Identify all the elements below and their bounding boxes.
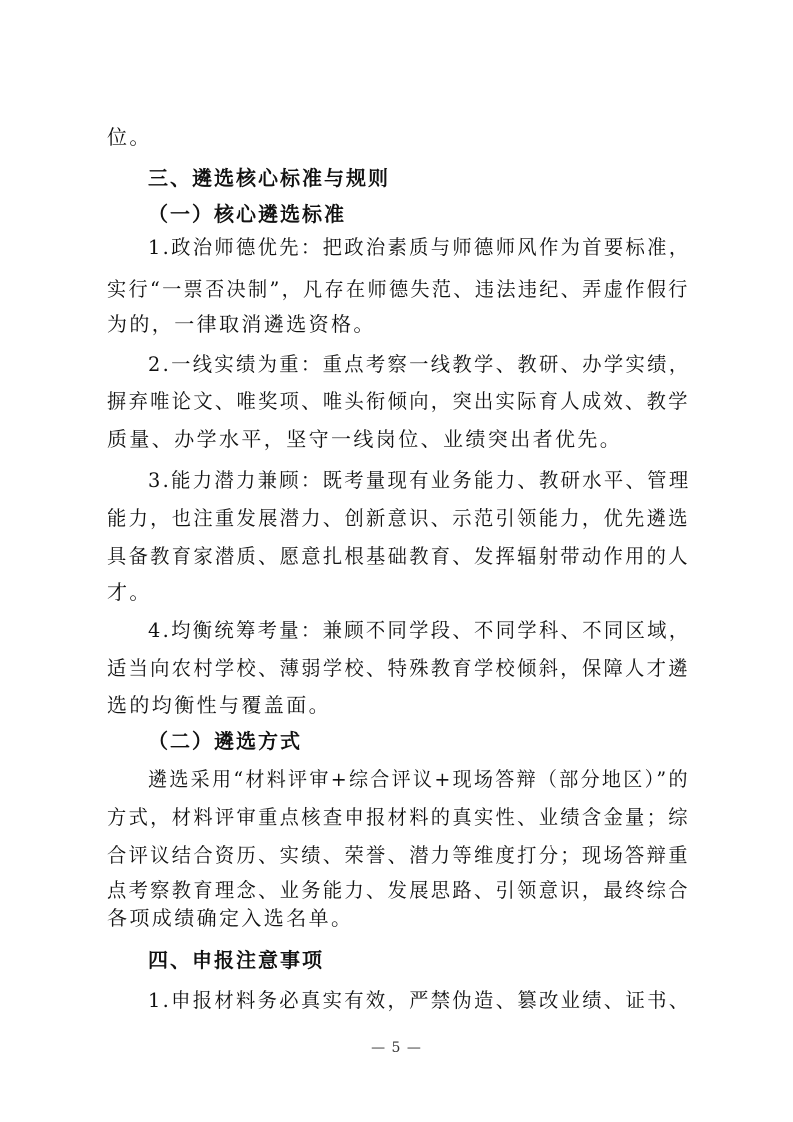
body-text-line: 遴选采用“材料评审+综合评议+现场答辩（部分地区）”的 [148,767,690,791]
body-text-line: 合评议结合资历、实绩、荣誉、潜力等维度打分；现场答辩重 [107,843,690,867]
body-text-line: 各项成绩确定入选名单。 [107,906,354,930]
body-text-line: 位。 [107,125,152,149]
body-text-line: 能力，也注重发展潜力、创新意识、示范引领能力，优先遴选 [107,506,690,530]
body-text-line: 为的，一律取消遴选资格。 [107,312,376,336]
body-text-line: 点考察教育理念、业务能力、发展思路、引领意识，最终综合 [107,878,690,902]
body-text-line: 2.一线实绩为重：重点考察一线教学、教研、办学实绩， [148,352,691,376]
body-text-line: 才。 [107,580,152,604]
section-heading: （二）遴选方式 [148,729,302,753]
page-number: — 5 — [371,1040,422,1056]
body-text-line: 质量、办学水平，坚守一线岗位、业绩突出者优先。 [107,427,623,451]
section-heading: 三、遴选核心标准与规则 [148,166,390,190]
body-text-line: 3.能力潜力兼顾：既考量现有业务能力、教研水平、管理 [148,468,691,492]
body-text-line: 1.申报材料务必真实有效，严禁伪造、篡改业绩、证书、 [148,988,691,1012]
body-text-line: 具备教育家潜质、愿意扎根基础教育、发挥辐射带动作用的人 [107,544,690,568]
section-heading: （一）核心遴选标准 [148,202,346,226]
body-text-line: 适当向农村学校、薄弱学校、特殊教育学校倾斜，保障人才遴 [107,656,690,680]
body-text-line: 实行“一票否决制”，凡存在师德失范、违法违纪、弄虚作假行 [107,277,690,301]
body-text-line: 摒弃唯论文、唯奖项、唯头衔倾向，突出实际育人成效、教学 [107,389,690,413]
body-text-line: 方式，材料评审重点核查申报材料的真实性、业绩含金量；综 [107,805,690,829]
body-text-line: 1.政治师德优先：把政治素质与师德师风作为首要标准， [148,235,691,259]
body-text-line: 4.均衡统筹考量：兼顾不同学段、不同学科、不同区域， [148,618,691,642]
section-heading: 四、申报注意事项 [148,948,324,972]
body-text-line: 选的均衡性与覆盖面。 [107,693,331,717]
